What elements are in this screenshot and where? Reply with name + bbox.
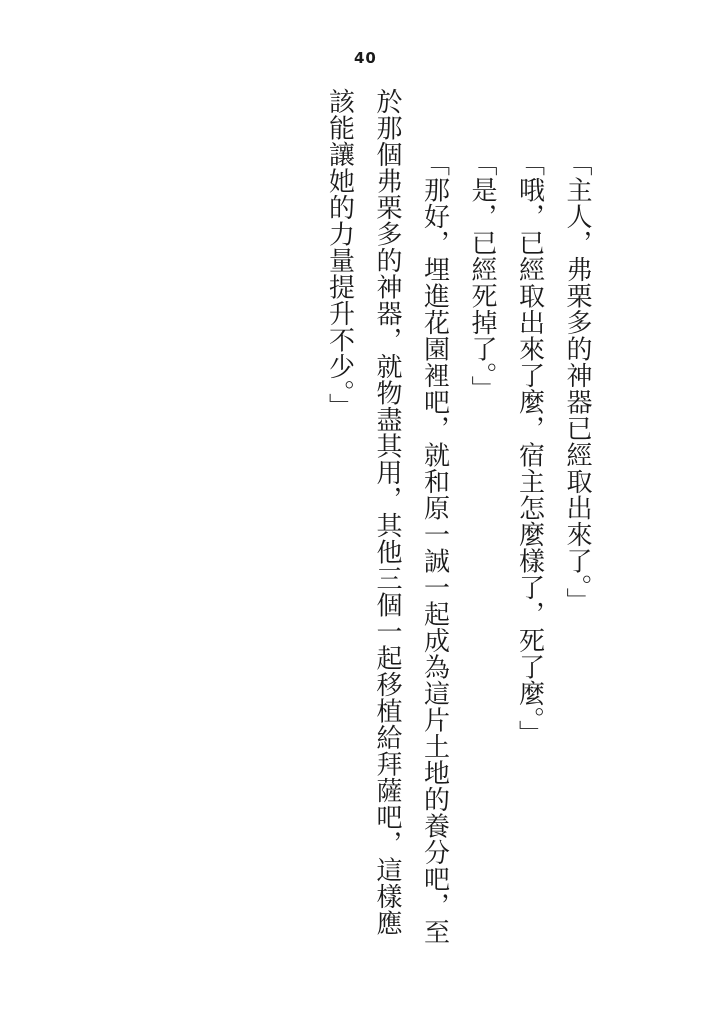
text-column: 「是，已經死掉了。」 bbox=[467, 150, 497, 402]
text-column: 該能讓她的力量提升不少。」 bbox=[324, 88, 355, 420]
text-column: 「那好，埋進花園裡吧，就和原一誠一起成為這片土地的養分吧，至 bbox=[419, 150, 450, 945]
page-number: 40 bbox=[354, 49, 377, 67]
text-column: 「哦，已經取出來了麼，宿主怎麼樣了，死了麼。」 bbox=[514, 150, 545, 747]
text-column: 於那個弗栗多的神器，就物盡其用，其他三個一起移植給拜薩吧，這樣應 bbox=[372, 88, 402, 936]
text-block bbox=[315, 88, 600, 998]
text-column: 「主人，弗栗多的神器已經取出來了。」 bbox=[562, 150, 592, 614]
